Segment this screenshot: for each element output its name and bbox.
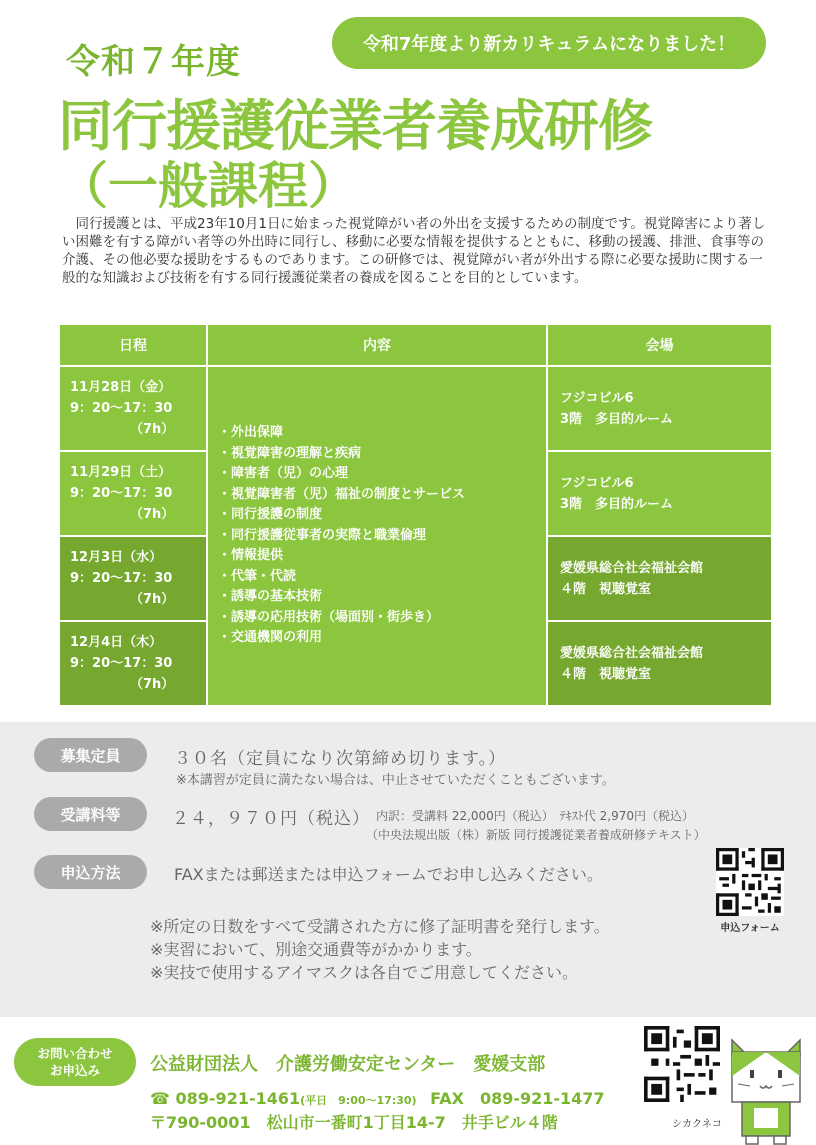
- recruit-label: 募集定員: [34, 738, 147, 772]
- list-item: ・誘導の応用技術（場面別・街歩き）: [218, 609, 440, 625]
- venue-name: フジコビル6: [560, 390, 634, 406]
- date-cell: [59, 451, 207, 536]
- venue-cell: [547, 536, 772, 621]
- fee-breakdown: 内訳：受講料 22,000円（税込） ﾃｷｽﾄ代 2,970円（税込）: [376, 809, 694, 823]
- table-row: [59, 366, 772, 451]
- hours-text: （7h）: [130, 422, 175, 437]
- recruit-value: ３０名（定員になり次第締め切ります。）: [174, 749, 507, 769]
- phone-number[interactable]: 089-921-1461: [175, 1089, 301, 1108]
- header-content: 内容: [207, 324, 547, 366]
- list-item: ・視覚障害者（児）福祉の制度とサービス: [218, 486, 466, 502]
- venue-cell: [547, 451, 772, 536]
- list-item: ・交通機関の利用: [218, 630, 323, 646]
- date-text: 12月3日（水）: [70, 550, 163, 565]
- venue-cell: [547, 366, 772, 451]
- header-date: 日程: [59, 324, 207, 366]
- venue-name: 愛媛県総合社会福祉会館: [560, 560, 704, 576]
- hours-text: （7h）: [130, 592, 175, 607]
- venue-room: 3階 多目的ルーム: [560, 496, 674, 512]
- organization-name: 公益財団法人 介護労働安定センター 愛媛支部: [150, 1054, 546, 1075]
- table-header-row: [59, 324, 772, 366]
- date-text: 11月29日（土）: [70, 465, 172, 480]
- fee-textbook: （中央法規出版（株）新版 同行援護従業者養成研修テキスト）: [366, 828, 706, 842]
- fee-label: 受講料等: [34, 797, 147, 831]
- date-cell: [59, 621, 207, 706]
- time-text: 9：20〜17：30: [70, 401, 173, 416]
- phone-icon: ☎: [150, 1089, 170, 1108]
- venue-cell: [547, 621, 772, 706]
- venue-name: 愛媛県総合社会福祉会館: [560, 645, 704, 661]
- venue-room: 3階 多目的ルーム: [560, 411, 674, 427]
- contact-badge-line: お申込み: [49, 1063, 100, 1078]
- apply-form-qr-code[interactable]: [716, 848, 784, 916]
- phone-line: [150, 1086, 605, 1109]
- recruit-note: ※本講習が定員に満たない場合は、中止させていただくこともございます。: [176, 773, 615, 788]
- page-title: 同行援護従業者養成研修: [58, 94, 653, 158]
- list-item: ・同行援護の制度: [218, 507, 323, 523]
- address: 〒790-0001 松山市一番町1丁目14-7 井手ビル４階: [150, 1113, 558, 1132]
- time-text: 9：20〜17：30: [70, 656, 173, 671]
- date-text: 12月4日（木）: [70, 635, 163, 650]
- list-item: ・誘導の基本技術: [218, 589, 323, 605]
- mascot-cat-icon: [728, 1034, 804, 1145]
- date-cell: [59, 366, 207, 451]
- list-item: ・同行援護従事者の実際と職業倫理: [218, 527, 427, 543]
- venue-name: フジコビル6: [560, 475, 634, 491]
- hours-text: （7h）: [130, 677, 175, 692]
- venue-room: ４階 視聴覚室: [560, 666, 652, 682]
- fee-value: ２４，９７０円（税込）: [172, 809, 370, 829]
- header-venue: 会場: [547, 324, 772, 366]
- note-item: ※実技で使用するアイマスクは各自でご用意してください。: [150, 963, 578, 982]
- list-item: ・代筆・代読: [218, 568, 297, 584]
- contact-badge-line: お問い合わせ: [37, 1046, 113, 1061]
- new-curriculum-badge: 令和7年度より新カリキュラムになりました！: [332, 17, 766, 69]
- list-item: ・外出保障: [218, 425, 284, 441]
- contact-qr-code[interactable]: [644, 1026, 720, 1102]
- fax-number: FAX 089-921-1477: [430, 1089, 605, 1108]
- schedule-table: [58, 323, 773, 707]
- date-text: 11月28日（金）: [70, 380, 172, 395]
- qr-caption: 申込フォーム: [720, 923, 780, 934]
- contact-badge: [14, 1038, 136, 1086]
- phone-hours: (平日 9:00〜17:30): [300, 1094, 417, 1107]
- venue-room: ４階 視聴覚室: [560, 581, 652, 597]
- note-item: ※実習において、別途交通費等がかかります。: [150, 940, 482, 959]
- note-item: ※所定の日数をすべて受講された方に修了証明書を発行します。: [150, 917, 610, 936]
- notes-list: [150, 915, 610, 984]
- intro-text: 同行援護とは、平成23年10月1日に始まった視覚障がい者の外出を支援するための制度です。視覚障害により著しい困難を有する障がい者等の外出時に同行し、移動に必要な情報を提供するとともに、移動の援護、排泄、食事等の介護、その他必要な援助をするものであります。この研修では、視覚障がい者が外出する際に必要な援助に関する一般的な知識および技術を有する同行援護従業者の養成を図ることを目的としています。: [62, 216, 766, 286]
- time-text: 9：20〜17：30: [70, 571, 173, 586]
- list-item: ・障害者（児）の心理: [218, 466, 349, 482]
- page-subtitle: （一般課程）: [58, 157, 358, 215]
- apply-value: FAXまたは郵送または申込フォームでお申し込みください。: [174, 865, 603, 884]
- apply-label: 申込方法: [34, 855, 147, 889]
- mascot-label: シカクネコ: [672, 1119, 722, 1130]
- list-item: ・視覚障害の理解と疾病: [218, 445, 362, 461]
- list-item: ・情報提供: [218, 548, 284, 564]
- date-cell: [59, 536, 207, 621]
- time-text: 9：20〜17：30: [70, 486, 173, 501]
- content-cell: [207, 366, 547, 706]
- year-heading: 令和７年度: [66, 42, 241, 82]
- hours-text: （7h）: [130, 507, 175, 522]
